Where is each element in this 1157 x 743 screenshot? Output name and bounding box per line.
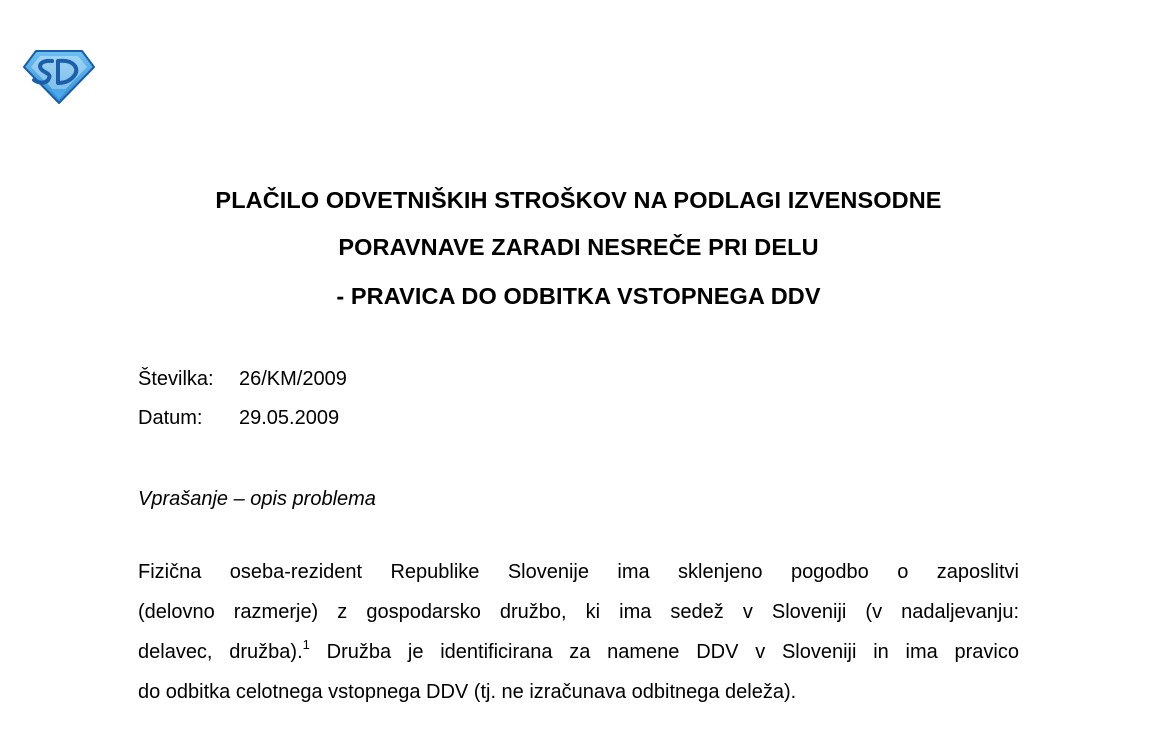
paragraph-line-3-start: delavec, družba).: [138, 641, 303, 663]
problem-description-paragraph: [138, 552, 1019, 712]
document-date-label: Datum:: [138, 407, 203, 429]
document-title-line-2: PORAVNAVE ZARADI NESREČE PRI DELU: [338, 234, 819, 260]
paragraph-line-3-end: Družba je identificirana za namene DDV v Sloveniji in ima pravico: [309, 641, 1020, 663]
paragraph-line-4: do odbitka celotnega vstopnega DDV (tj. ne izračunava odbitnega deleža).: [138, 681, 797, 703]
paragraph-line-3: [138, 632, 1019, 672]
document-date-row: [138, 406, 339, 430]
document-number-value: 26/KM/2009: [239, 368, 347, 390]
paragraph-line-1: Fizična oseba-rezident Republike Slovenije ima sklenjeno pogodbo o zaposlitvi: [138, 561, 1019, 583]
document-title-line-3: - PRAVICA DO ODBITKA VSTOPNEGA DDV: [336, 283, 821, 309]
question-heading: Vprašanje – opis problema: [138, 488, 376, 510]
document-title-line-1: PLAČILO ODVETNIŠKIH STROŠKOV NA PODLAGI IZVENSODNE: [215, 187, 942, 213]
footnote-marker[interactable]: 1: [302, 637, 310, 652]
logo-emblem: [22, 49, 96, 105]
document-number-row: [138, 367, 347, 391]
document-number-label: Številka:: [138, 368, 214, 390]
company-logo: [22, 49, 96, 105]
document-date-value: 29.05.2009: [239, 407, 340, 429]
paragraph-line-2: (delovno razmerje) z gospodarsko družbo, ki ima sedež v Sloveniji (v nadaljevanju:: [138, 601, 1019, 623]
